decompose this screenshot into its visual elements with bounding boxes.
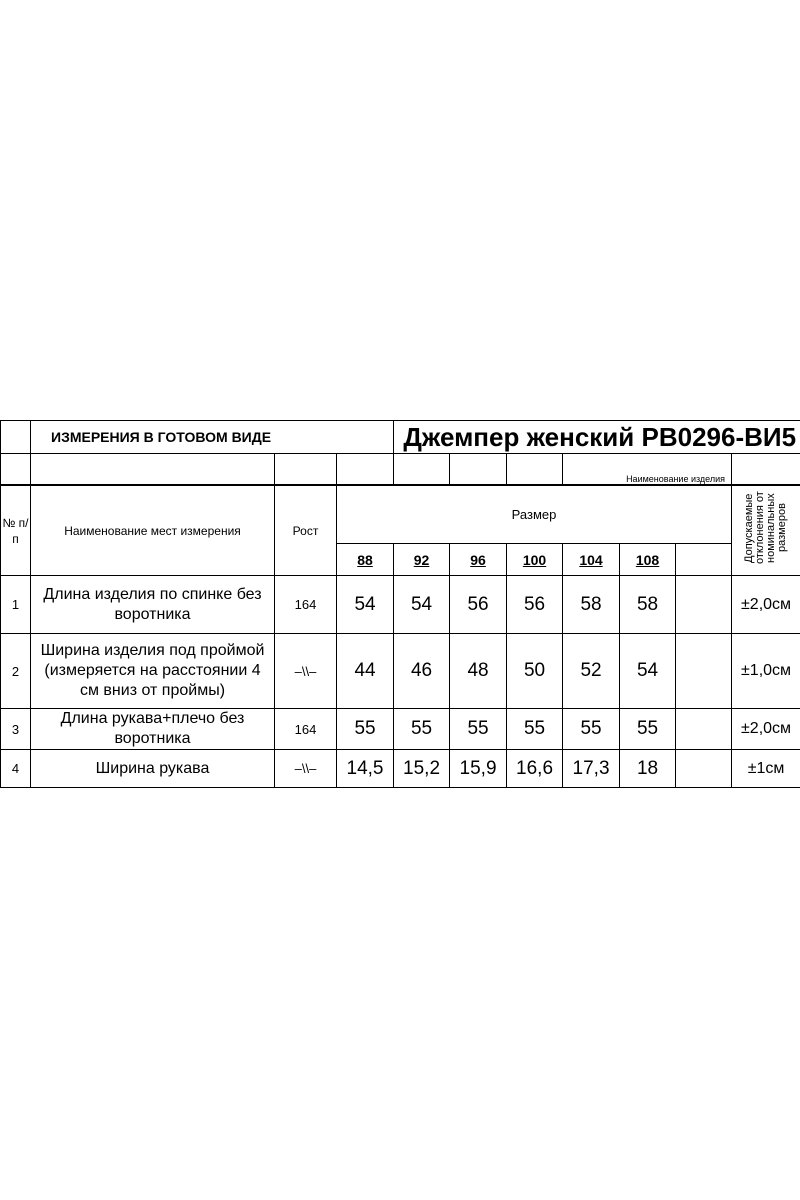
row-value: 56 bbox=[507, 576, 563, 634]
size-header: 88 bbox=[337, 544, 394, 576]
row-value: 55 bbox=[507, 709, 563, 750]
row-height: –\\– bbox=[275, 750, 337, 788]
row-value: 48 bbox=[450, 634, 507, 709]
row-value: 55 bbox=[394, 709, 450, 750]
row-value: 17,3 bbox=[563, 750, 620, 788]
row-value: 18 bbox=[620, 750, 676, 788]
row-value: 54 bbox=[620, 634, 676, 709]
size-header: 92 bbox=[394, 544, 450, 576]
row-value: 54 bbox=[394, 576, 450, 634]
row-num: 3 bbox=[1, 709, 31, 750]
empty-cell bbox=[676, 634, 732, 709]
table-row bbox=[1, 634, 800, 709]
row-value: 54 bbox=[337, 576, 394, 634]
table-row bbox=[1, 750, 800, 788]
row-tolerance: ±2,0см bbox=[732, 576, 800, 634]
table-row bbox=[1, 709, 800, 750]
row-value: 55 bbox=[620, 709, 676, 750]
row-name: Длина изделия по спинке без воротника bbox=[31, 576, 275, 634]
empty-cell bbox=[676, 709, 732, 750]
size-header: 104 bbox=[563, 544, 620, 576]
row-name: Длина рукава+плечо без воротника bbox=[31, 709, 275, 750]
row-name: Ширина рукава bbox=[31, 750, 275, 788]
size-header: 108 bbox=[620, 544, 676, 576]
row-num: 1 bbox=[1, 576, 31, 634]
product-caption: Наименование изделия bbox=[563, 454, 732, 486]
row-value: 50 bbox=[507, 634, 563, 709]
row-height: 164 bbox=[275, 709, 337, 750]
row-value: 52 bbox=[563, 634, 620, 709]
col-header-height: Рост bbox=[275, 485, 337, 576]
row-tolerance: ±1,0см bbox=[732, 634, 800, 709]
corner-cell bbox=[1, 421, 31, 454]
empty-cell bbox=[676, 576, 732, 634]
size-header: 96 bbox=[450, 544, 507, 576]
measurement-table bbox=[0, 420, 800, 788]
row-value: 16,6 bbox=[507, 750, 563, 788]
table-row bbox=[1, 576, 800, 634]
row-value: 15,9 bbox=[450, 750, 507, 788]
row-value: 55 bbox=[450, 709, 507, 750]
measurement-sheet bbox=[0, 420, 800, 788]
row-value: 46 bbox=[394, 634, 450, 709]
row-height: –\\– bbox=[275, 634, 337, 709]
row-tolerance: ±1см bbox=[732, 750, 800, 788]
empty-cell bbox=[676, 750, 732, 788]
col-header-name: Наименование мест измерения bbox=[31, 485, 275, 576]
col-header-size: Размер bbox=[337, 485, 732, 544]
empty-size-cell bbox=[676, 544, 732, 576]
row-value: 55 bbox=[337, 709, 394, 750]
col-header-tolerance: Допускаемые отклонения от номинальных размеров bbox=[732, 485, 800, 576]
row-value: 55 bbox=[563, 709, 620, 750]
product-title: Джемпер женский PB0296-ВИ5 bbox=[394, 421, 800, 454]
size-header: 100 bbox=[507, 544, 563, 576]
row-value: 58 bbox=[620, 576, 676, 634]
row-value: 58 bbox=[563, 576, 620, 634]
row-value: 56 bbox=[450, 576, 507, 634]
row-value: 15,2 bbox=[394, 750, 450, 788]
row-num: 2 bbox=[1, 634, 31, 709]
sheet-title: ИЗМЕРЕНИЯ В ГОТОВОМ ВИДЕ bbox=[31, 421, 394, 454]
col-header-num: № п/п bbox=[1, 485, 31, 576]
row-height: 164 bbox=[275, 576, 337, 634]
row-num: 4 bbox=[1, 750, 31, 788]
row-tolerance: ±2,0см bbox=[732, 709, 800, 750]
row-value: 44 bbox=[337, 634, 394, 709]
row-name: Ширина изделия под проймой (измеряется на расстоянии 4 см вниз от проймы) bbox=[31, 634, 275, 709]
row-value: 14,5 bbox=[337, 750, 394, 788]
